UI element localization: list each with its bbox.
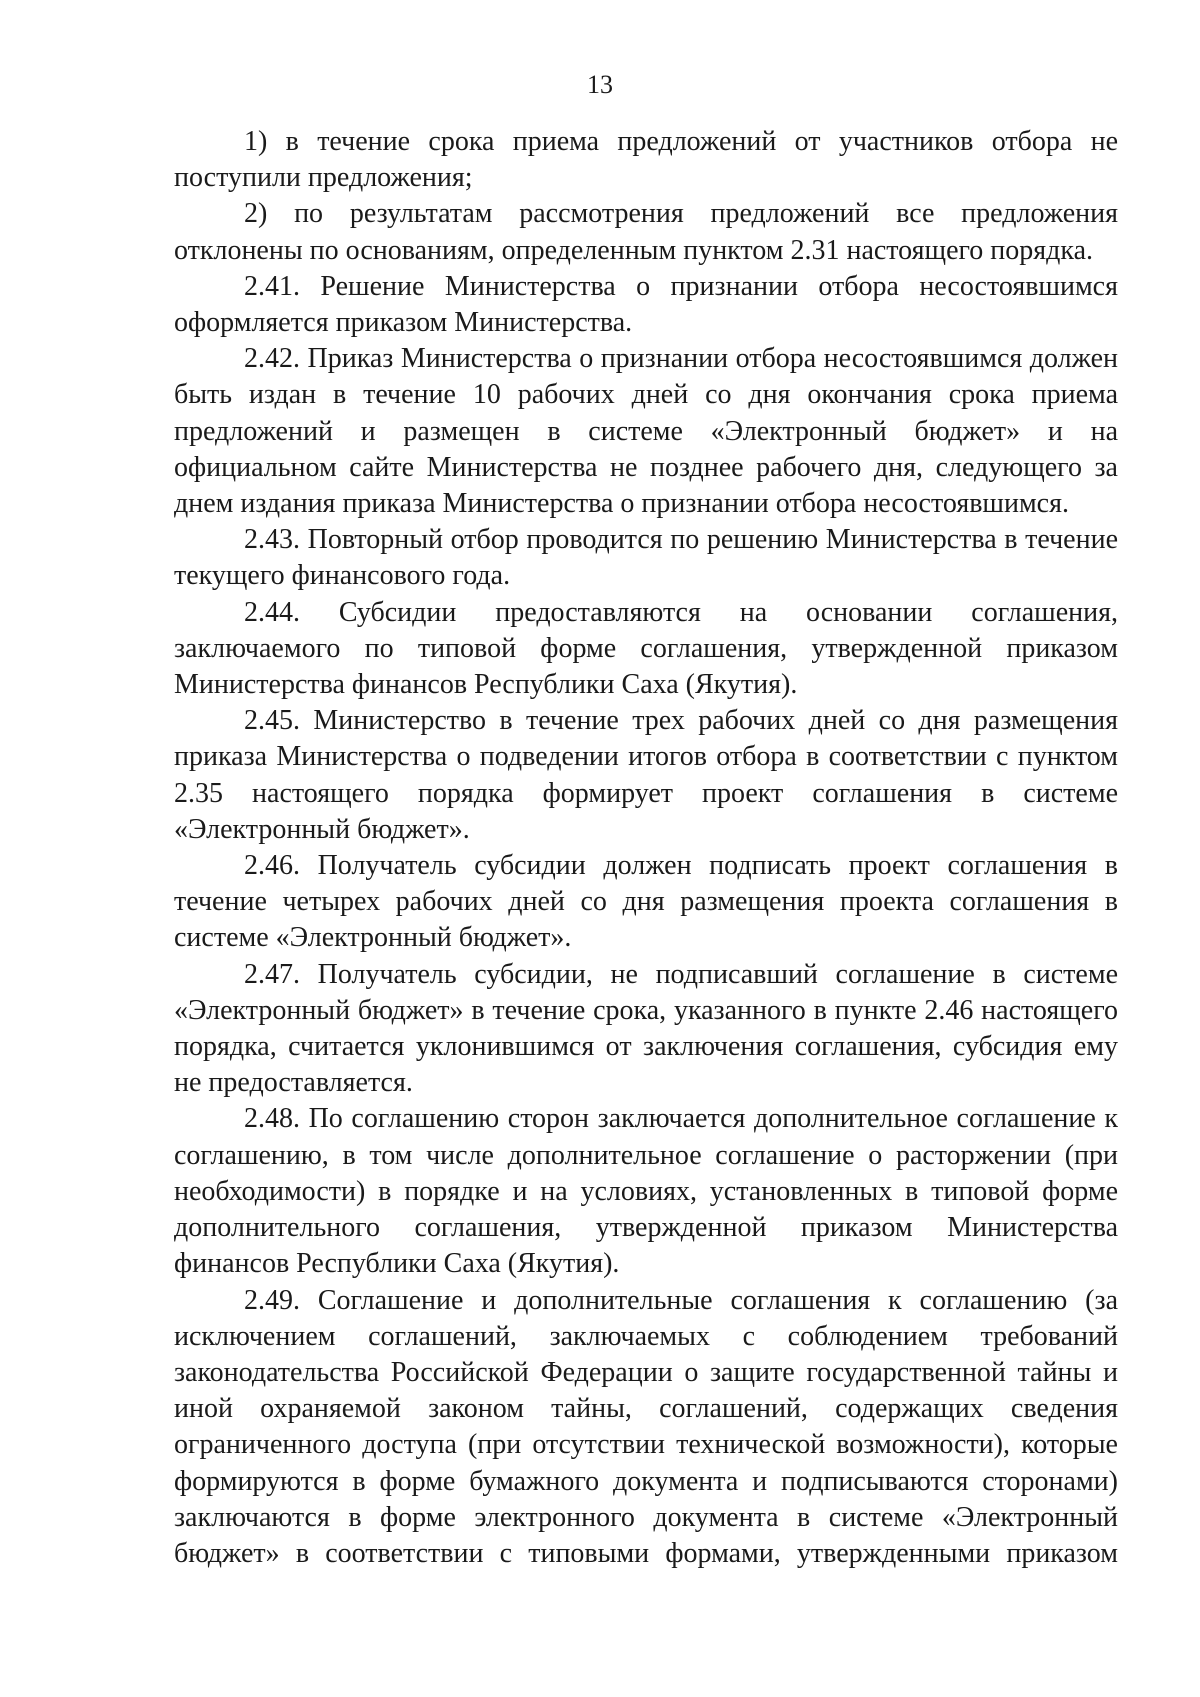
paragraph-2-44: 2.44. Субсидии предоставляются на основании соглашения, заключаемого по типовой форме соглашения, утвержденной приказом Министерства финансов Республики Саха (Якутия). bbox=[174, 596, 1118, 701]
paragraph-2-49: 2.49. Соглашение и дополнительные соглашения к соглашению (за исключением соглашений, заключаемых с соблюдением требований законодательства Российской Федерации о защите государственной тайны и иной охраняемой законом тайны, соглашений, содержащих сведения ограниченного доступа (при отсутствии технической возможности), которые формируются в форме бумажного документа и подписываются сторонами) заключаются в форме электронного документа в системе «Электронный бюджет» в соответствии с типовыми формами, утвержденными приказом bbox=[174, 1284, 1118, 1569]
paragraph-2-46: 2.46. Получатель субсидии должен подписать проект соглашения в течение четырех рабочих дней со дня размещения проекта соглашения в системе «Электронный бюджет». bbox=[174, 850, 1118, 954]
paragraph-2-47: 2.47. Получатель субсидии, не подписавший соглашение в системе «Электронный бюджет» в течение срока, указанного в пункте 2.46 настоящего порядка, считается уклонившимся от заключения соглашения, субсидия ему не предоставляется. bbox=[174, 958, 1118, 1099]
paragraph-item-1: 1) в течение срока приема предложений от участников отбора не поступили предложения; bbox=[174, 126, 1118, 194]
paragraph-item-2: 2) по результатам рассмотрения предложений все предложения отклонены по основаниям, определенным пунктом 2.31 настоящего порядка. bbox=[174, 198, 1118, 266]
paragraph-2-43: 2.43. Повторный отбор проводится по решению Министерства в течение текущего финансового года. bbox=[174, 524, 1118, 592]
paragraph-2-42: 2.42. Приказ Министерства о признании отбора несостоявшимся должен быть издан в течение 10 рабочих дней со дня окончания срока приема предложений и размещен в системе «Электронный бюджет» и на официальном сайте Министерства не позднее рабочего дня, следующего за днем издания приказа Министерства о признании отбора несостоявшимся. bbox=[174, 343, 1118, 520]
paragraph-2-41: 2.41. Решение Министерства о признании отбора несостоявшимся оформляется приказом Министерства. bbox=[174, 270, 1118, 339]
paragraph-2-45: 2.45. Министерство в течение трех рабочих дней со дня размещения приказа Министерства о подведении итогов отбора в соответствии с пунктом 2.35 настоящего порядка формирует проект соглашения в системе «Электронный бюджет». bbox=[174, 705, 1118, 845]
paragraph-2-48: 2.48. По соглашению сторон заключается дополнительное соглашение к соглашению, в том числе дополнительное соглашение о расторжении (при необходимости) в порядке и на условиях, установленных в типовой форме дополнительного соглашения, утвержденной приказом Министерства финансов Республики Саха (Якутия). bbox=[174, 1103, 1118, 1280]
document-body bbox=[174, 124, 1118, 1572]
page-number: 13 bbox=[587, 70, 613, 99]
